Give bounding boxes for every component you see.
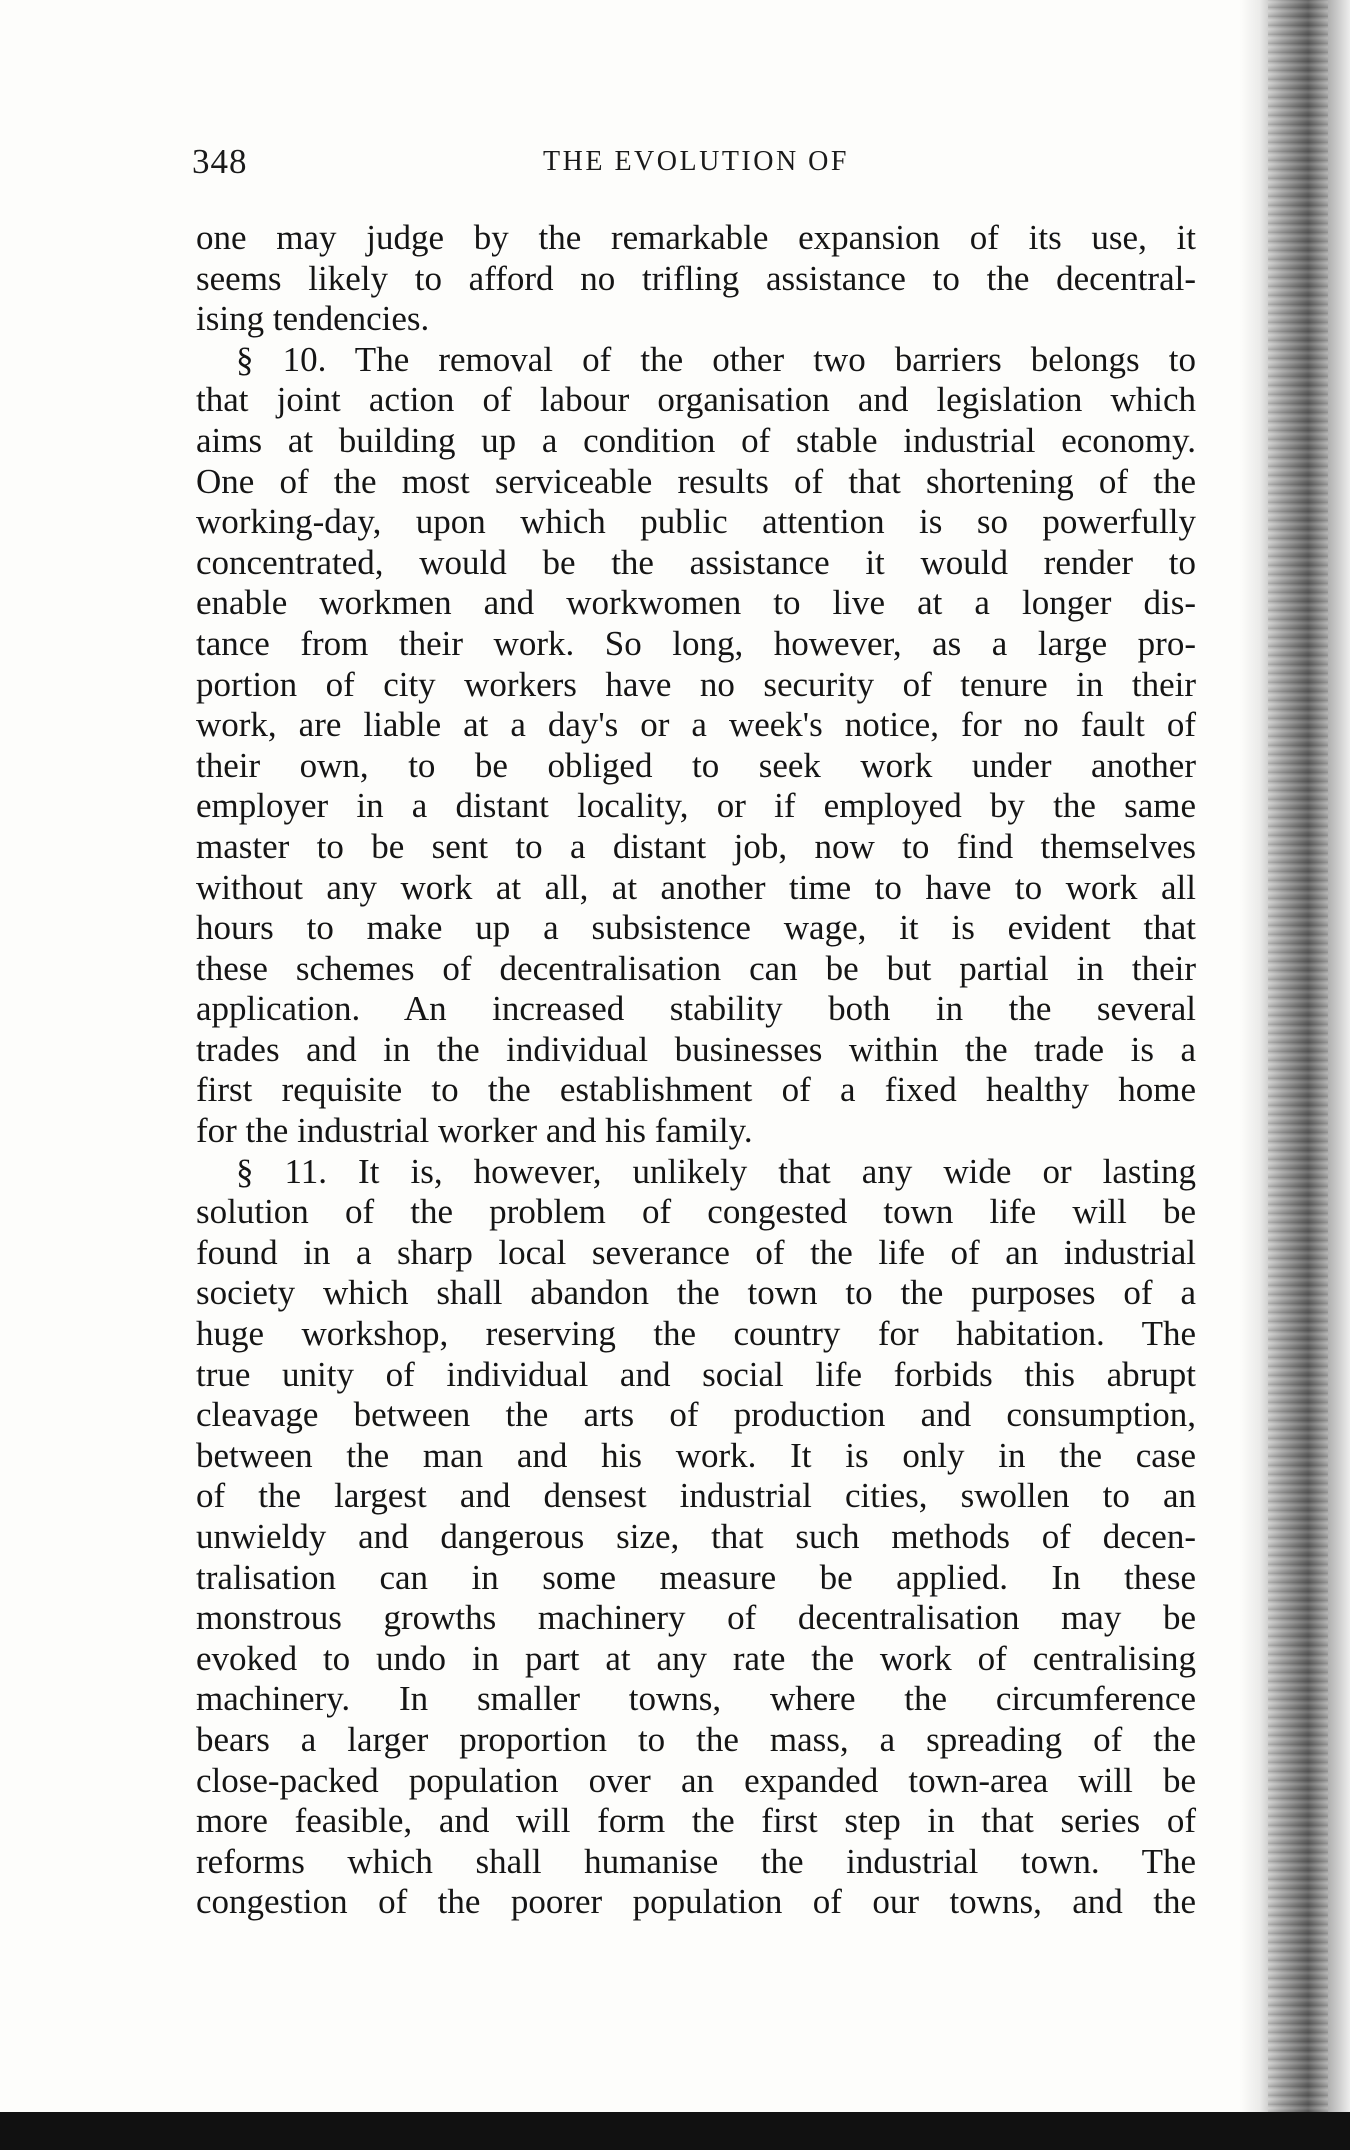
text-line: one may judge by the remarkable expansion of its use, it — [196, 218, 1196, 257]
text-line: of the largest and densest industrial cities, swollen to an — [196, 1476, 1196, 1516]
text-line: seems likely to afford no trifling assistance to the decentral- — [196, 258, 1196, 298]
section-11-first-line: § 11. It is, however, unlikely that any wide or lasting — [236, 1151, 1196, 1191]
text-line: machinery. In smaller towns, where the circumference — [196, 1679, 1196, 1719]
text-line: aims at building up a condition of stable industrial economy. — [196, 420, 1196, 460]
text-line: cleavage between the arts of production and consumption, — [196, 1395, 1196, 1435]
page-number: 348 — [192, 142, 248, 181]
scan-bottom-edge — [0, 2112, 1350, 2150]
text-line: solution of the problem of congested town life will be — [196, 1192, 1196, 1232]
text-line: One of the most serviceable results of that shortening of the — [196, 461, 1196, 501]
text-line: monstrous growths machinery of decentralisation may be — [196, 1598, 1196, 1638]
text-line: first requisite to the establishment of a fixed healthy home — [196, 1070, 1196, 1110]
text-line: bears a larger proportion to the mass, a spreading of the — [196, 1719, 1196, 1759]
text-line: their own, to be obliged to seek work under another — [196, 745, 1196, 785]
binding-gutter-texture — [1268, 0, 1328, 2150]
text-line: true unity of individual and social life forbids this abrupt — [196, 1354, 1196, 1394]
text-line: trades and in the individual businesses within the trade is a — [196, 1029, 1196, 1069]
body-text — [196, 218, 1196, 1923]
text-line: close-packed population over an expanded town-area will be — [196, 1760, 1196, 1800]
text-line: evoked to undo in part at any rate the work of centralising — [196, 1638, 1196, 1678]
text-line: employer in a distant locality, or if employed by the same — [196, 786, 1196, 826]
text-line: between the man and his work. It is only in the case — [196, 1435, 1196, 1475]
text-line: ising tendencies. — [196, 299, 430, 339]
text-line: portion of city workers have no security of tenure in their — [196, 664, 1196, 704]
text-line: concentrated, would be the assistance it would render to — [196, 542, 1196, 582]
text-line: found in a sharp local severance of the life of an industrial — [196, 1232, 1196, 1272]
text-line: hours to make up a subsistence wage, it is evident that — [196, 908, 1196, 948]
text-line: more feasible, and will form the first step in that series of — [196, 1801, 1196, 1841]
text-line: huge workshop, reserving the country for habitation. The — [196, 1314, 1196, 1354]
text-line: without any work at all, at another time to have to work all — [196, 867, 1196, 907]
text-line: tralisation can in some measure be applied. In these — [196, 1557, 1196, 1597]
text-line: working-day, upon which public attention is so powerfully — [196, 502, 1196, 542]
text-line: application. An increased stability both in the several — [196, 989, 1196, 1029]
text-line: master to be sent to a distant job, now to find themselves — [196, 826, 1196, 866]
section-10-first-line: § 10. The removal of the other two barriers belongs to — [236, 339, 1196, 379]
page-header — [192, 142, 1200, 182]
text-line: that joint action of labour organisation and legislation which — [196, 380, 1196, 420]
text-line: work, are liable at a day's or a week's notice, for no fault of — [196, 705, 1196, 745]
text-line: unwieldy and dangerous size, that such methods of decen- — [196, 1517, 1196, 1556]
text-line: for the industrial worker and his family. — [196, 1111, 753, 1151]
text-line: society which shall abandon the town to the purposes of a — [196, 1273, 1196, 1313]
text-line: tance from their work. So long, however, as a large pro- — [196, 623, 1196, 663]
text-line: congestion of the poorer population of our towns, and the — [196, 1882, 1196, 1922]
text-line: these schemes of decentralisation can be but partial in their — [196, 948, 1196, 988]
text-line: enable workmen and workwomen to live at a longer dis- — [196, 583, 1196, 623]
running-title: THE EVOLUTION OF — [543, 146, 849, 177]
text-line: reforms which shall humanise the industrial town. The — [196, 1841, 1196, 1881]
